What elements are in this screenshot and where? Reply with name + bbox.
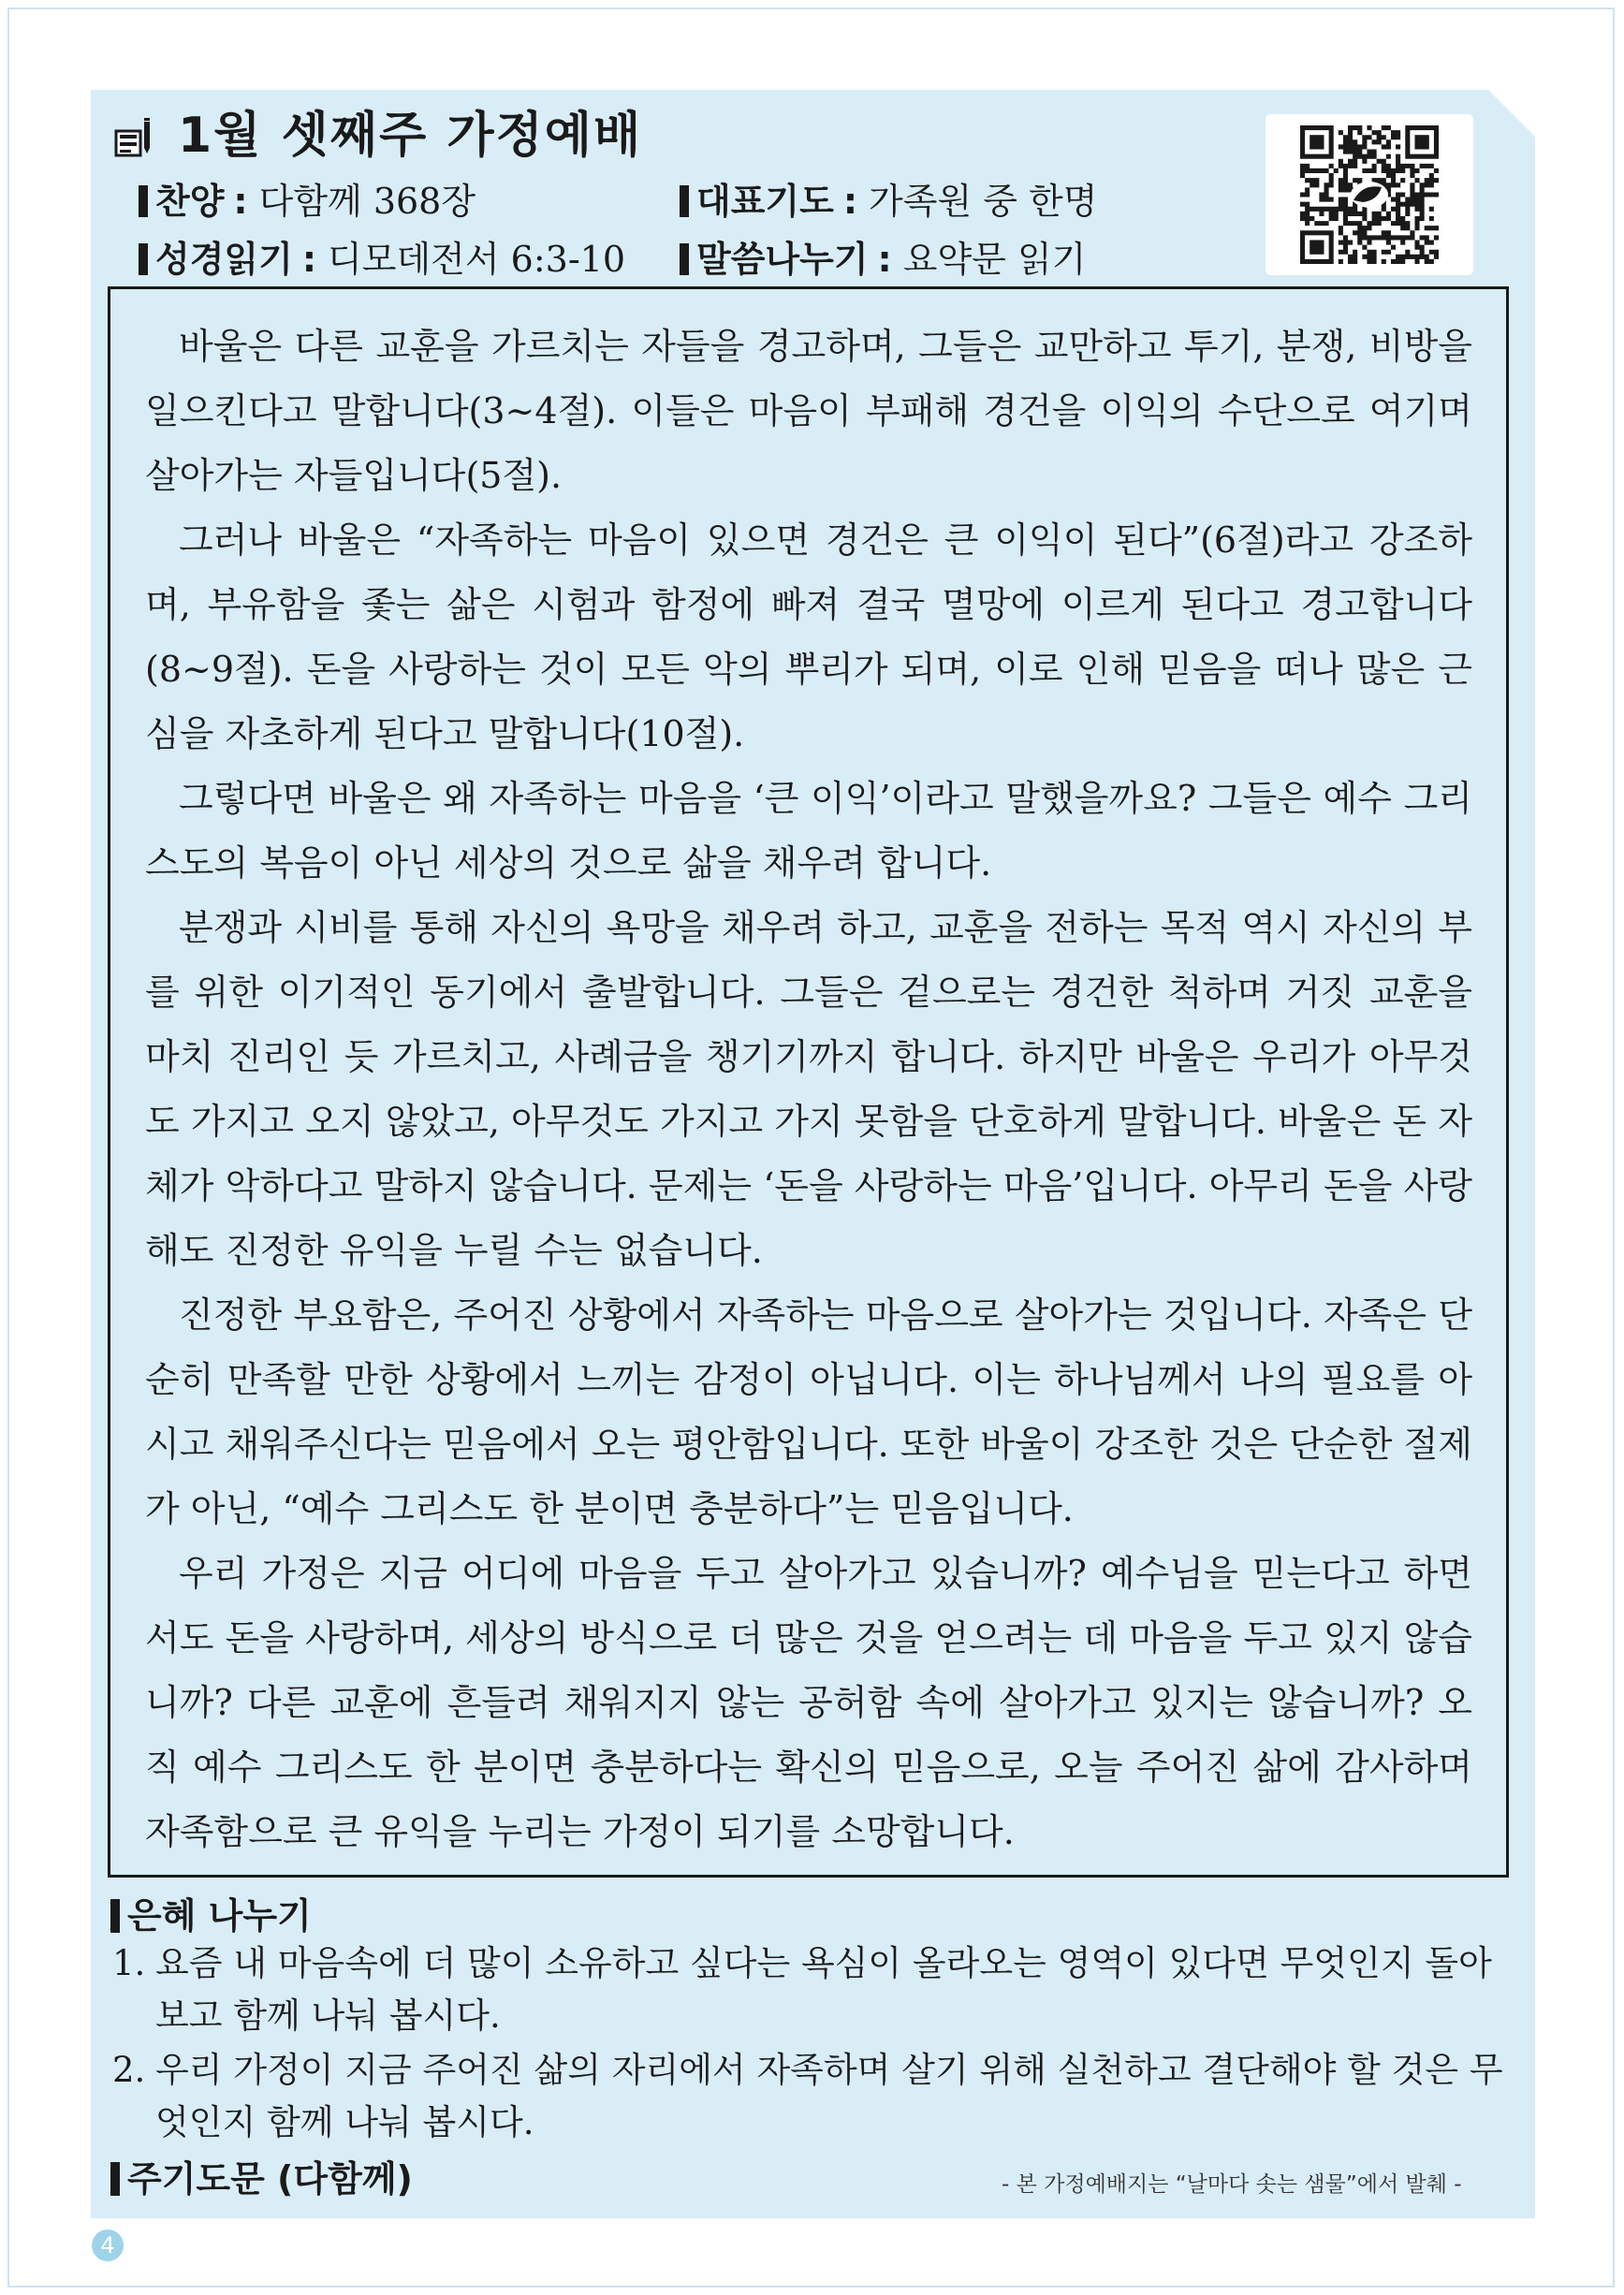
meta-label: 대표기도 [696, 181, 834, 222]
sharing-heading [110, 1893, 312, 1939]
question-text: 요즘 내 마음속에 더 많이 소유하고 싶다는 욕심이 올라오는 영역이 있다면 무엇인지 돌아보고 함께 나눠 봅시다. [155, 1943, 1492, 2036]
meta-value: 다함께 368장 [258, 181, 476, 222]
meta-hymn [139, 178, 475, 225]
meta-scripture [139, 236, 625, 283]
sermon-paragraph: 진정한 부요함은, 주어진 상황에서 자족하는 마음으로 살아가는 것입니다. 자족은 단순히 만족할 만한 상황에서 느끼는 감정이 아닙니다. 이는 하나님께서 나의 필요를 아시고 채워주신다는 믿음에서 오는 평안함입니다. 또한 바울이 강조한 것은 단순한 절제가 아닌, “예수 그리스도 한 분이면 충분하다”는 믿음입니다. [145, 1294, 1472, 1529]
meta-sharing [680, 236, 1086, 283]
page-title: 1월 셋째주 가정예배 [178, 108, 643, 164]
heading-bullet [110, 2162, 120, 2196]
source-note: - 본 가정예배지는 “날마다 솟는 샘물”에서 발췌 - [1002, 2172, 1462, 2197]
meta-label: 찬양 [155, 181, 225, 222]
meta-value: 가족원 중 한명 [869, 181, 1098, 222]
qr-code[interactable] [1266, 114, 1473, 275]
question-item [112, 1937, 1507, 2042]
panel-folded-corner [1488, 90, 1535, 137]
meta-prayer [680, 178, 1097, 225]
meta-label: 말씀나누기 [696, 239, 869, 280]
heading-bullet [110, 1899, 120, 1933]
sermon-paragraph: 바울은 다른 교훈을 가르치는 자들을 경고하며, 그들은 교만하고 투기, 분쟁, 비방을 일으킨다고 말합니다(3~4절). 이들은 마음이 부패해 경건을 이익의 수단으로 여기며 살아가는 자들입니다(5절). [145, 326, 1472, 496]
meta-bullet [680, 243, 689, 275]
question-number: 2. [112, 2050, 146, 2090]
meta-colon: : [842, 181, 858, 222]
closing-heading [110, 2156, 413, 2202]
sermon-paragraph: 우리 가정은 지금 어디에 마음을 두고 살아가고 있습니까? 예수님을 믿는다고 하면서도 돈을 사랑하며, 세상의 방식으로 더 많은 것을 얻으려는 데 마음을 두고 있지 않습니까? 다른 교훈에 흔들려 채워지지 않는 공허함 속에 살아가고 있지는 않습니까? 오직 예수 그리스도 한 분이면 충분하다는 확신의 믿음으로, 오늘 주어진 삶에 감사하며 자족함으로 큰 유익을 누리는 가정이 되기를 소망합니다. [145, 1553, 1473, 1852]
meta-value: 요약문 읽기 [902, 239, 1087, 280]
sharing-questions [112, 1937, 1507, 2151]
sharing-heading-text: 은혜 나누기 [127, 1895, 312, 1937]
meta-bullet [139, 185, 148, 217]
sermon-paragraph: 그렇다면 바울은 왜 자족하는 마음을 ‘큰 이익’이라고 말했을까요? 그들은 예수 그리스도의 복음이 아닌 세상의 것으로 삶을 채우려 합니다. [145, 778, 1472, 884]
meta-bullet [680, 185, 689, 217]
book-pencil-icon [114, 116, 157, 157]
sermon-text [145, 314, 1472, 1864]
meta-colon: : [877, 239, 892, 280]
closing-heading-text: 주기도문 (다함께) [127, 2158, 413, 2200]
sermon-paragraph: 그러나 바울은 “자족하는 마음이 있으면 경건은 큰 이익이 된다”(6절)라고 강조하며, 부유함을 좇는 삶은 시험과 함정에 빠져 결국 멸망에 이르게 된다고 경고합니다(8~9절). 돈을 사랑하는 것이 모든 악의 뿌리가 되며, 이로 인해 믿음을 떠나 많은 근심을 자초하게 된다고 말합니다(10절). [145, 519, 1472, 754]
sermon-paragraph: 분쟁과 시비를 통해 자신의 욕망을 채우려 하고, 교훈을 전하는 목적 역시 자신의 부를 위한 이기적인 동기에서 출발합니다. 그들은 겉으로는 경건한 척하며 거짓 교훈을 마치 진리인 듯 가르치고, 사례금을 챙기기까지 합니다. 하지만 바울은 우리가 아무것도 가지고 오지 않았고, 아무것도 가지고 가지 못함을 단호하게 말합니다. 바울은 돈 자체가 악하다고 말하지 않습니다. 문제는 ‘돈을 사랑하는 마음’입니다. 아무리 돈을 사랑해도 진정한 유익을 누릴 수는 없습니다. [145, 907, 1472, 1271]
meta-colon: : [233, 181, 248, 222]
page-number: 4 [92, 2229, 124, 2261]
meta-colon: : [301, 239, 317, 280]
meta-value: 디모데전서 6:3-10 [328, 239, 626, 280]
question-item [112, 2044, 1507, 2149]
meta-bullet [139, 243, 148, 275]
question-number: 1. [112, 1943, 146, 1983]
question-text: 우리 가정이 지금 주어진 삶의 자리에서 자족하며 살기 위해 실천하고 결단해야 할 것은 무엇인지 함께 나눠 봅시다. [155, 2050, 1503, 2142]
meta-label: 성경읽기 [155, 239, 293, 280]
qr-code-icon [1284, 125, 1455, 264]
